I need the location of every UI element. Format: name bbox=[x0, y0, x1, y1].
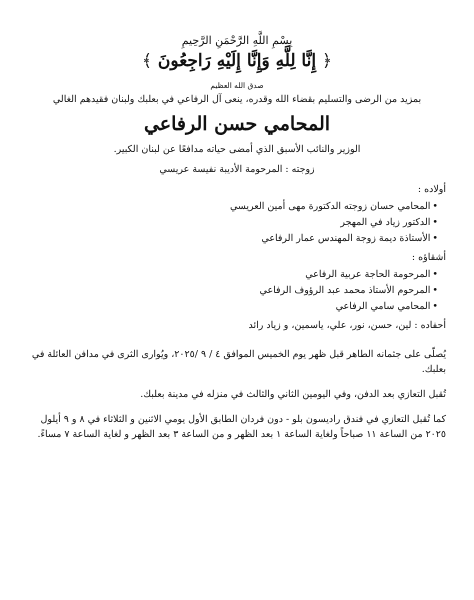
bullet-icon: • bbox=[432, 233, 438, 244]
quran-verse-text bbox=[134, 49, 340, 73]
wife-line: زوجته : المرحومة الأديبة نفيسة عريسي bbox=[159, 164, 315, 175]
children-heading: أولاده : bbox=[417, 184, 446, 195]
bullet-icon: • bbox=[432, 201, 438, 212]
bullet-icon: • bbox=[432, 269, 438, 280]
list-item: •الأستاذة ديمة زوجة المهندس عمار الرفاعي bbox=[261, 233, 438, 244]
bullet-icon: • bbox=[432, 217, 438, 228]
condolence-hotel-paragraph: كما تُقبل التعازي في فندق راديسون بلو - دون فردان الطابق الأول يومي الاثنين و الثلاثاء في ٨ و ٩ أيلول ٢٠٢٥ من الساعة ١١ صباحاً ولغاية الساعة ١ بعد الظهر و من الساعة ٣ بعد الظهر و لغاية الساعة ٧ مساءً. bbox=[37, 414, 446, 440]
grandchildren-line: أحفاده : لين، حسن، نور، علي، ياسمين، و زياد رائد bbox=[248, 320, 446, 331]
bullet-icon: • bbox=[432, 285, 438, 296]
verse-open-bracket: ﴿ bbox=[321, 51, 332, 71]
quran-verse bbox=[16, 49, 458, 73]
list-item: •الدكتور زياد في المهجر bbox=[340, 217, 438, 228]
siblings-list bbox=[16, 267, 438, 315]
list-item: •المرحوم الأستاذ محمد عبد الرؤوف الرفاعي bbox=[259, 285, 438, 296]
basmala: بِسْمِ اللَّهِ الرَّحْمَنِ الرَّحِيمِ bbox=[181, 34, 293, 47]
list-item: •المحامي حسان زوجته الدكتورة مهى أمين العريسي bbox=[229, 201, 438, 212]
children-list bbox=[16, 199, 438, 247]
sadaq-line: صدق الله العظيم bbox=[210, 81, 264, 90]
verse-text: إِنَّا لِلَّهِ وَإِنَّا إِلَيْهِ رَاجِعُونَ bbox=[157, 51, 317, 71]
bullet-icon: • bbox=[432, 301, 438, 312]
intro-line: بمزيد من الرضى والتسليم بقضاء الله وقدره، ينعى آل الرفاعي في بعلبك ولبنان فقيدهم الغالي bbox=[52, 94, 422, 105]
deceased-name: المحامي حسن الرفاعي bbox=[143, 113, 331, 135]
list-item: •المرحومة الحاجة عربية الرفاعي bbox=[305, 269, 438, 280]
list-item: •المحامي سامي الرفاعي bbox=[335, 301, 438, 312]
title-line: الوزير والنائب الأسبق الذي أمضى حياته مدافعًا عن لبنان الكبير. bbox=[113, 144, 361, 155]
verse-close-bracket: ﴾ bbox=[142, 51, 152, 71]
funeral-paragraph: يُصلّى على جثمانه الطاهر قبل ظهر يوم الخميس الموافق ٤ / ٩ /٢٠٢٥، ويُوارى الثرى في مدافن العائلة في بعلبك. bbox=[31, 349, 446, 375]
condolence-home-paragraph: تُقبل التعازي بعد الدفن، وفي اليومين الثاني والثالث في منزله في مدينة بعلبك. bbox=[140, 389, 446, 400]
siblings-heading: أشقاؤه : bbox=[411, 252, 446, 263]
